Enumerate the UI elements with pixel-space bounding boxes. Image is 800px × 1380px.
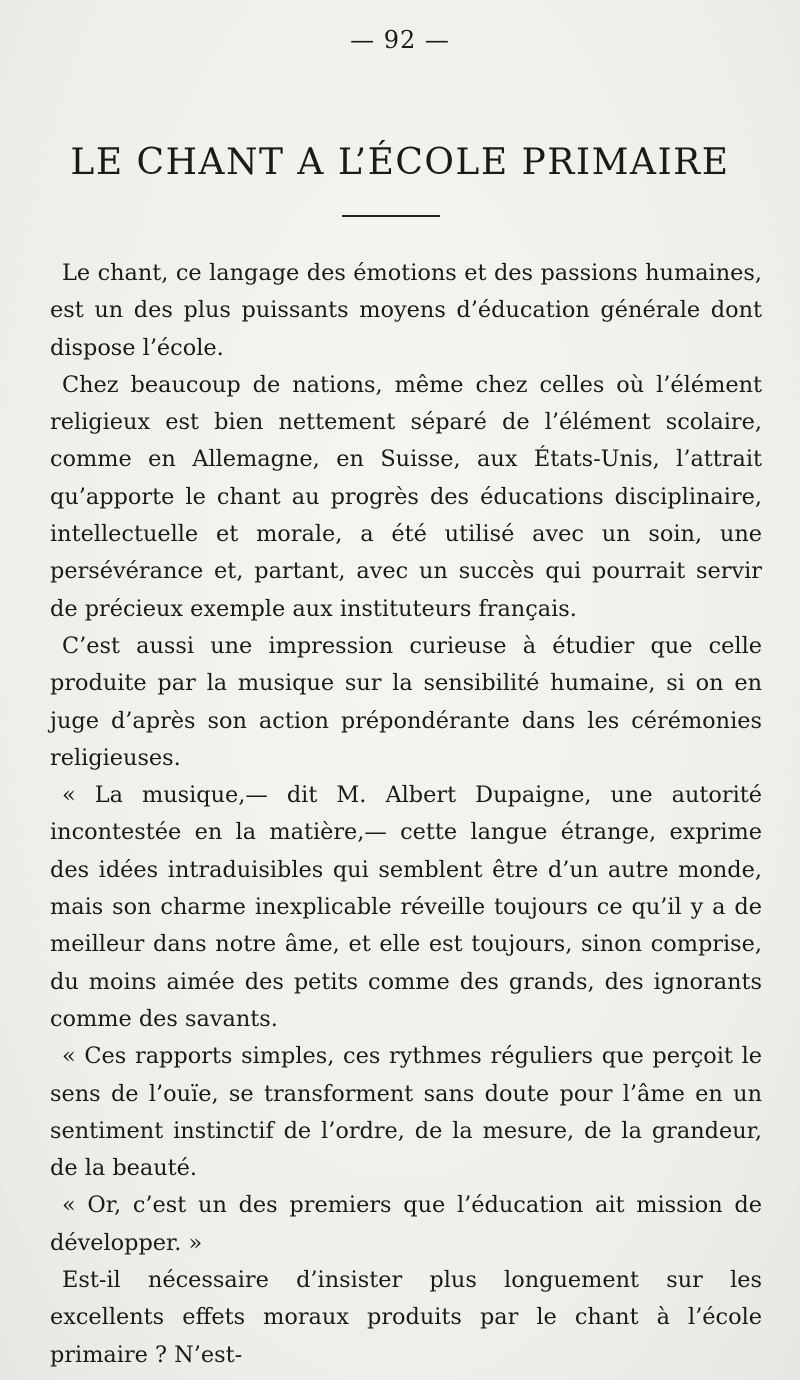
paragraph-1: Le chant, ce langage des émotions et des passions humaines, est un des plus puissants moyens d’éducation générale dont dispose l’école. (50, 260, 762, 361)
page-number: — 92 — (350, 26, 450, 54)
paragraph-4-quote: « La musique,— dit M. Albert Dupaigne, une autorité incontestée en la matière,— cette langue étrange, exprime des idées intraduisibles qui semblent être d’un autre monde, mais son charme inexplicable réveille toujours ce qu’il y a de meilleur dans notre âme, et elle est toujours, sinon comprise, du moins aimée des petits comme des grands, des ignorants comme des savants. (50, 782, 762, 1032)
paragraph-6-quote: « Or, c’est un des premiers que l’éducation ait mission de développer. » (50, 1192, 762, 1256)
paragraph-3: C’est aussi une impression curieuse à étudier que celle produite par la musique sur la sensibilité humaine, si on en juge d’après son action prépondérante dans les cérémonies religieuses. (50, 632, 762, 771)
chapter-title: LE CHANT A L’ÉCOLE PRIMAIRE (70, 142, 730, 183)
paragraph-5-quote: « Ces rapports simples, ces rythmes réguliers que perçoit le sens de l’ouïe, se transforment sans doute pour l’âme en un sentiment instinctif de l’ordre, de la mesure, de la grandeur, de la beauté. (50, 1043, 762, 1182)
body-text (50, 255, 762, 1374)
paragraph-7: Est-il nécessaire d’insister plus longuement sur les excellents effets moraux produits par le chant à l’école primaire ? N’est- (50, 1267, 762, 1368)
title-divider (342, 215, 440, 217)
paragraph-2: Chez beaucoup de nations, même chez celles où l’élément religieux est bien nettement séparé de l’élément scolaire, comme en Allemagne, en Suisse, aux États-Unis, l’attrait qu’apporte le chant au progrès des éducations disciplinaire, intellectuelle et morale, a été utilisé avec un soin, une persévérance et, partant, avec un succès qui pourrait servir de précieux exemple aux instituteurs français. (50, 371, 762, 622)
